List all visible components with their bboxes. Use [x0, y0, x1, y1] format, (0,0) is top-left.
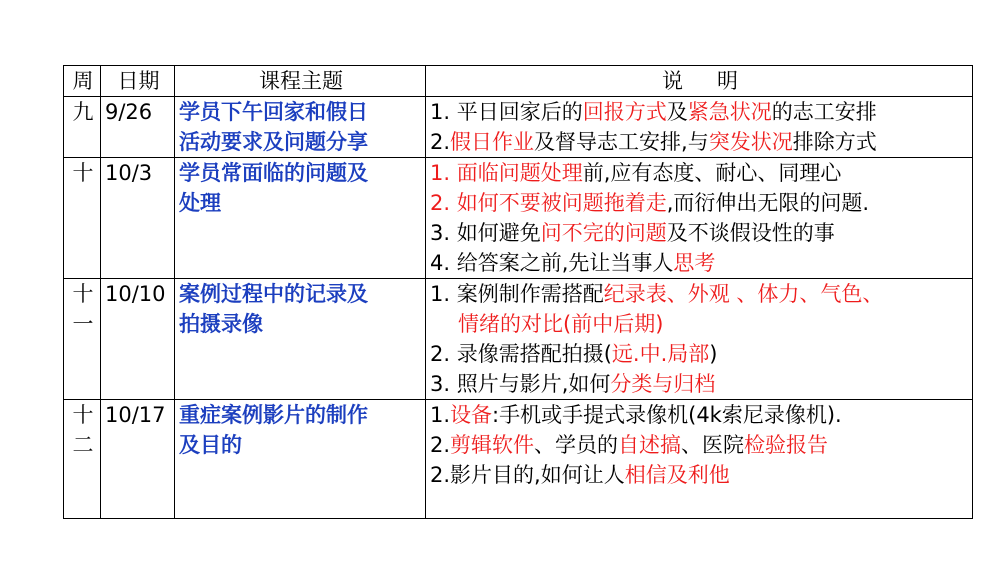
- highlighted-text: 自述搞: [618, 433, 682, 457]
- description-text: 3. 如何避免: [430, 221, 541, 245]
- description-line: [430, 127, 970, 157]
- topic-line: 学员下午回家和假日: [179, 100, 368, 124]
- topic-line: 处理: [179, 191, 221, 215]
- topic-cell: [175, 279, 426, 400]
- description-text: 1. 平日回家后的: [430, 100, 583, 124]
- highlighted-text: 设备: [450, 403, 493, 427]
- highlighted-text: 思考: [673, 251, 716, 275]
- highlighted-text: 2. 如何不要被问题拖着走: [430, 191, 667, 215]
- description-cell: [426, 279, 973, 400]
- date-cell: 9/26: [101, 97, 175, 158]
- highlighted-text: 问不完的问题: [540, 221, 667, 245]
- header-description-part2: 明: [717, 69, 738, 93]
- description-cell: [426, 158, 973, 279]
- week-label: 二: [72, 433, 94, 457]
- description-text: ): [709, 342, 718, 366]
- table-header-row: [64, 66, 973, 97]
- header-description: [426, 66, 973, 97]
- description-text: 及不谈假设性的事: [666, 221, 835, 245]
- table-row: [64, 400, 973, 519]
- week-label: 十: [72, 403, 94, 427]
- topic-cell: [175, 400, 426, 519]
- description-line: [430, 460, 970, 490]
- highlighted-text: 突发状况: [708, 130, 793, 154]
- topic-line: 活动要求及问题分享: [179, 130, 368, 154]
- highlighted-text: 远.中.局部: [611, 342, 710, 366]
- course-schedule-table: [63, 65, 973, 519]
- description-cell: [426, 400, 973, 519]
- date-cell: 10/17: [101, 400, 175, 519]
- table-body: [64, 97, 973, 519]
- description-text: 2.: [430, 130, 451, 154]
- description-text: 1.: [430, 403, 451, 427]
- highlighted-text: 纪录表、外观 、体力、气色、: [603, 282, 884, 306]
- topic-cell: [175, 97, 426, 158]
- description-cell: [426, 97, 973, 158]
- description-text: 2.: [430, 433, 451, 457]
- description-line: [430, 400, 970, 430]
- date-cell: 10/10: [101, 279, 175, 400]
- highlighted-text: 假日作业: [450, 130, 535, 154]
- highlighted-text: 分类与归档: [610, 372, 716, 396]
- header-description-part1: 说: [662, 69, 683, 93]
- description-line: [430, 309, 970, 339]
- description-line: [430, 218, 970, 248]
- table-row: [64, 279, 973, 400]
- description-text: 4. 给答案之前,先让当事人: [430, 251, 674, 275]
- week-cell: [64, 158, 101, 279]
- description-line: [430, 158, 970, 188]
- description-text: 排除方式: [792, 130, 877, 154]
- description-line: [430, 188, 970, 218]
- highlighted-text: 紧急状况: [687, 100, 772, 124]
- highlighted-text: 回报方式: [582, 100, 667, 124]
- topic-line: 学员常面临的问题及: [179, 161, 368, 185]
- header-date: 日期: [101, 66, 175, 97]
- header-topic: 课程主题: [175, 66, 426, 97]
- topic-cell: [175, 158, 426, 279]
- description-text: 2.影片目的,如何让人: [430, 463, 625, 487]
- description-text: 的志工安排: [771, 100, 877, 124]
- week-cell: [64, 279, 101, 400]
- topic-line: 重症案例影片的制作: [179, 403, 368, 427]
- week-cell: [64, 400, 101, 519]
- description-line: [430, 97, 970, 127]
- description-text: 3. 照片与影片,如何: [430, 372, 611, 396]
- topic-line: 拍摄录像: [179, 312, 263, 336]
- highlighted-text: 情绪的对比(前中后期): [458, 312, 664, 336]
- description-line: [430, 248, 970, 278]
- table-row: [64, 158, 973, 279]
- description-text: :手机或手提式录像机(4k索尼录像机).: [492, 403, 842, 427]
- description-text: 1. 案例制作需搭配: [430, 282, 604, 306]
- header-week: 周: [64, 66, 101, 97]
- description-line: [430, 339, 970, 369]
- week-label: 九: [72, 100, 94, 124]
- week-label: 十: [72, 282, 94, 306]
- highlighted-text: 剪辑软件: [450, 433, 535, 457]
- highlighted-text: 检验报告: [744, 433, 829, 457]
- topic-line: 案例过程中的记录及: [179, 282, 368, 306]
- week-cell: [64, 97, 101, 158]
- description-text: 前,应有态度、耐心、同理心: [582, 161, 842, 185]
- description-text: 及督导志工安排,与: [534, 130, 709, 154]
- date-cell: 10/3: [101, 158, 175, 279]
- description-text: ,而衍伸出无限的问题.: [666, 191, 870, 215]
- week-label: 十: [72, 161, 94, 185]
- week-label: 一: [72, 312, 94, 336]
- table-row: [64, 97, 973, 158]
- description-text: 及: [666, 100, 688, 124]
- description-text: 2. 录像需搭配拍摄(: [430, 342, 612, 366]
- highlighted-text: 相信及利他: [624, 463, 730, 487]
- description-line: [430, 279, 970, 309]
- topic-line: 及目的: [179, 433, 242, 457]
- highlighted-text: 1. 面临问题处理: [430, 161, 583, 185]
- description-line: [430, 430, 970, 460]
- description-text: 、学员的: [534, 433, 619, 457]
- description-text: 、医院: [681, 433, 745, 457]
- description-line: [430, 369, 970, 399]
